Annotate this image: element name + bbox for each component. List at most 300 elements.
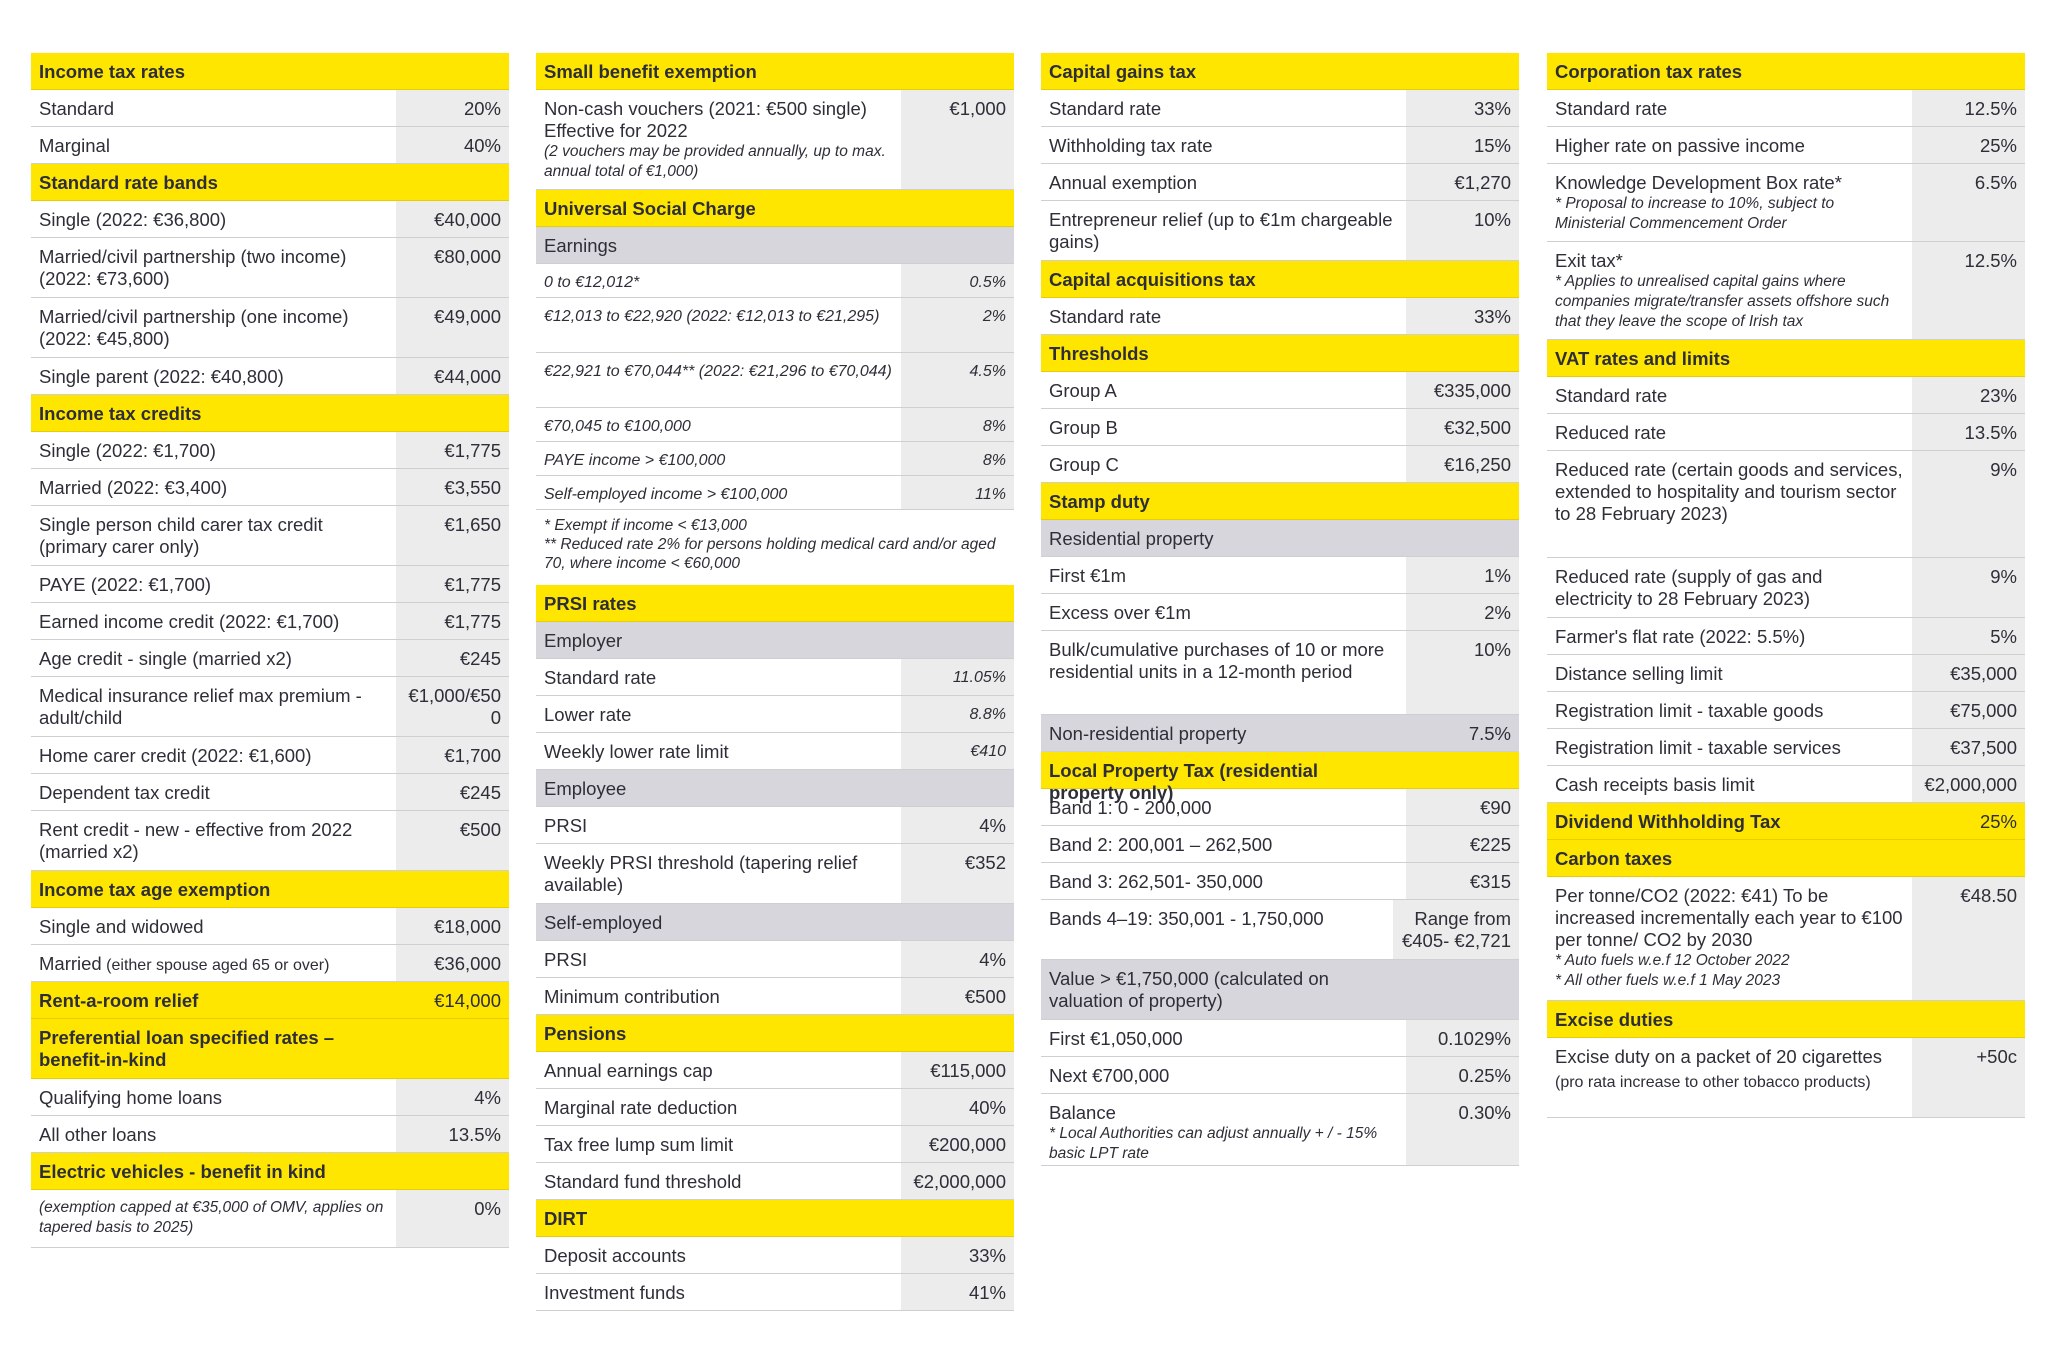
table-row (1547, 242, 2025, 340)
table-row (536, 1126, 1014, 1163)
table-row (31, 640, 509, 677)
row-label (31, 677, 396, 736)
row-value: 33% (1406, 298, 1519, 334)
table-row (1547, 451, 2025, 558)
row-label (31, 737, 396, 773)
table-row (31, 298, 509, 358)
label-text: Group A (1049, 380, 1117, 401)
row-label (536, 770, 901, 806)
label-text: Marginal (39, 135, 110, 156)
row-value: €1,000 (901, 90, 1014, 189)
table-row (31, 469, 509, 506)
table-row (536, 298, 1014, 353)
table-row (536, 1089, 1014, 1126)
label-text: Standard rate (1555, 385, 1668, 406)
subsection-header (536, 622, 1014, 659)
label-text: Excise duty on a packet of 20 cigarettes (1555, 1046, 1883, 1067)
row-value: €2,000,000 (901, 1163, 1014, 1199)
table-row (536, 476, 1014, 510)
table-row (536, 1237, 1014, 1274)
row-label (536, 659, 901, 695)
label-text: Reduced rate (supply of gas and electricity to 28 February 2023) (1555, 566, 1823, 609)
row-label (1547, 655, 1912, 691)
table-row (31, 358, 509, 395)
label-text: Married/civil partnership (two income) (2022: €73,600) (39, 246, 347, 289)
row-value: €1,775 (396, 566, 509, 602)
label-text: Farmer's flat rate (2022: 5.5%) (1555, 626, 1806, 647)
table-row (31, 238, 509, 298)
row-value: €2,000,000 (1912, 766, 2025, 802)
label-text: Married (39, 953, 102, 974)
row-label (1041, 863, 1406, 899)
label-text: Single (2022: €1,700) (39, 440, 216, 461)
row-note: (2 vouchers may be provided annually, up to max. annual total of €1,000) (544, 143, 886, 180)
label-text: Small benefit exemption (544, 61, 757, 82)
row-value: 0.25% (1406, 1057, 1519, 1093)
row-label (1547, 1038, 1912, 1117)
row-value: €115,000 (901, 1052, 1014, 1088)
row-value (1406, 520, 1519, 556)
label-text: Excise duties (1555, 1009, 1674, 1030)
row-label (536, 978, 901, 1014)
section-header (1041, 261, 1519, 298)
section-header (1547, 840, 2025, 877)
label-text: Rent-a-room relief (39, 990, 199, 1011)
row-value: 25% (1912, 127, 2025, 163)
row-value: 4% (396, 1079, 509, 1115)
label-text: Employee (544, 778, 627, 799)
row-value: €90 (1406, 789, 1519, 825)
row-value: 10% (1406, 201, 1519, 260)
row-label (1041, 127, 1406, 163)
row-value: 25% (1979, 811, 2017, 832)
table-row (1041, 446, 1519, 483)
row-label (31, 469, 396, 505)
row-label (536, 264, 901, 297)
label-text: PRSI (544, 815, 588, 836)
label-text: Standard rate (1555, 98, 1668, 119)
row-label (31, 1079, 396, 1115)
label-text: Reduced rate (certain goods and services, extended to hospitality and tourism sector to 28 February 2023) (1555, 459, 1903, 524)
row-value: 20% (396, 90, 509, 126)
row-value: €48.50 (1912, 877, 2025, 1000)
row-label (1041, 752, 1406, 803)
table-row (1041, 789, 1519, 826)
table-row (1041, 90, 1519, 127)
row-label (536, 408, 901, 441)
label-text: Carbon taxes (1555, 848, 1673, 869)
row-label (536, 904, 901, 940)
row-value (901, 770, 1014, 806)
row-label (1547, 803, 1912, 839)
row-value: 9% (1912, 558, 2025, 617)
row-value (396, 164, 509, 200)
label-text: Corporation tax rates (1555, 61, 1743, 82)
row-label (536, 733, 901, 769)
row-label (536, 585, 901, 621)
row-label (1547, 127, 1912, 163)
table-row (1041, 164, 1519, 201)
label-text: Per tonne/CO2 (2022: €41) To be increased incrementally each year to €100 per tonne/ CO2 by 2030 (1555, 885, 1903, 950)
row-label (536, 1089, 901, 1125)
label-text: Employer (544, 630, 623, 651)
row-label (31, 164, 396, 200)
row-value: €3,550 (396, 469, 509, 505)
row-value: €500 (396, 811, 509, 870)
footnote-text (536, 510, 1014, 585)
label-text: Residential property (1049, 528, 1214, 549)
table-row (1041, 1057, 1519, 1094)
label-text: Deposit accounts (544, 1245, 686, 1266)
label-text: Marginal rate deduction (544, 1097, 738, 1118)
row-value: €1,775 (396, 603, 509, 639)
row-value (901, 227, 1014, 263)
row-label (31, 945, 396, 981)
row-label (1041, 900, 1393, 959)
row-value (1406, 53, 1519, 89)
label-text: PAYE (2022: €1,700) (39, 574, 212, 595)
row-value: €1,700 (396, 737, 509, 773)
label-text: Annual earnings cap (544, 1060, 713, 1081)
table-row (536, 1052, 1014, 1089)
row-value: €16,250 (1406, 446, 1519, 482)
row-value: €75,000 (1912, 692, 2025, 728)
row-label (1547, 558, 1912, 617)
row-label (1547, 414, 1912, 450)
row-note: * Applies to unrealised capital gains where companies migrate/transfer assets offshore such that they leave the scope of Irish tax (1555, 273, 1890, 330)
label-text: Single and widowed (39, 916, 204, 937)
row-value: €1,650 (396, 506, 509, 565)
row-label (1547, 377, 1912, 413)
row-label (536, 53, 901, 89)
section-header (536, 1015, 1014, 1052)
label-text: €70,045 to €100,000 (544, 418, 691, 435)
row-value (901, 585, 1014, 621)
row-note: * Local Authorities can adjust annually + / - 15% basic LPT rate (1049, 1125, 1378, 1162)
row-value: 0% (396, 1190, 509, 1247)
row-label (536, 298, 901, 352)
label-text: Weekly lower rate limit (544, 741, 729, 762)
label-text: Standard (39, 98, 115, 119)
table-row (31, 774, 509, 811)
label-text: Exit tax* (1555, 250, 1623, 271)
label-text: Standard rate (544, 667, 657, 688)
row-value (396, 1019, 509, 1078)
row-label (31, 506, 396, 565)
table-row (31, 908, 509, 945)
section-header (1547, 340, 2025, 377)
row-label (536, 442, 901, 475)
row-value: +50c (1912, 1038, 2025, 1117)
table-row (1041, 594, 1519, 631)
label-text: DIRT (544, 1208, 588, 1229)
label-text: Tax free lump sum limit (544, 1134, 734, 1155)
label-text: Single (2022: €36,800) (39, 209, 227, 230)
label-text: Preferential loan specified rates – benefit-in-kind (39, 1027, 335, 1070)
label-text: Group C (1049, 454, 1119, 475)
row-value (1912, 1001, 2025, 1037)
table-row (1041, 372, 1519, 409)
label-text: Band 3: 262,501- 350,000 (1049, 871, 1263, 892)
label-text: Standard rate bands (39, 172, 218, 193)
row-label (1041, 90, 1406, 126)
table-row (1041, 1020, 1519, 1057)
row-value: €37,500 (1912, 729, 2025, 765)
row-value (1406, 335, 1519, 371)
row-label (1547, 340, 1912, 376)
column-1 (31, 53, 509, 1248)
label-text: Capital gains tax (1049, 61, 1197, 82)
section-header (536, 585, 1014, 622)
label-text: Next €700,000 (1049, 1065, 1170, 1086)
row-label (1547, 90, 1912, 126)
row-value (1406, 261, 1519, 297)
label-text: Weekly PRSI threshold (tapering relief available) (544, 852, 858, 895)
row-label (536, 190, 901, 226)
subsection-header (536, 227, 1014, 264)
row-label (1041, 960, 1406, 1019)
row-value: €32,500 (1406, 409, 1519, 445)
table-row (1041, 201, 1519, 261)
row-label (31, 603, 396, 639)
table-row (31, 1079, 509, 1116)
table-row (31, 201, 509, 238)
table-row (536, 1274, 1014, 1311)
row-label (31, 1190, 396, 1247)
table-row (31, 945, 509, 982)
table-row (31, 737, 509, 774)
table-row (536, 941, 1014, 978)
table-row (1547, 729, 2025, 766)
label-qualifier: (pro rata increase to other tobacco products) (1555, 1074, 1871, 1091)
row-value: 8.8% (901, 696, 1014, 732)
row-label (1041, 520, 1406, 556)
row-label (1041, 164, 1406, 200)
row-label (536, 1274, 901, 1310)
label-text: Rent credit - new - effective from 2022 (married x2) (39, 819, 353, 862)
label-text: Balance (1049, 1102, 1116, 1123)
label-text: Annual exemption (1049, 172, 1198, 193)
row-label (536, 622, 901, 658)
label-text: VAT rates and limits (1555, 348, 1731, 369)
label-text: Excess over €1m (1049, 602, 1191, 623)
label-text: Stamp duty (1049, 491, 1150, 512)
table-row (31, 1116, 509, 1153)
row-label (1041, 631, 1406, 714)
row-value: 0.5% (901, 264, 1014, 297)
label-text: Minimum contribution (544, 986, 720, 1007)
label-text: First €1,050,000 (1049, 1028, 1183, 1049)
row-label (31, 298, 396, 357)
row-label (31, 774, 396, 810)
label-text: PRSI rates (544, 593, 637, 614)
row-value: 5% (1912, 618, 2025, 654)
section-header (1547, 1001, 2025, 1038)
label-text: Registration limit - taxable goods (1555, 700, 1824, 721)
subsection-header (536, 770, 1014, 807)
row-label (1041, 446, 1406, 482)
label-text: Bands 4–19: 350,001 - 1,750,000 (1049, 908, 1324, 929)
table-row (31, 432, 509, 469)
row-value: 11% (901, 476, 1014, 509)
row-value (396, 395, 509, 431)
label-text: Bulk/cumulative purchases of 10 or more residential units in a 12-month period (1049, 639, 1385, 682)
label-text: Qualifying home loans (39, 1087, 223, 1108)
table-row (536, 696, 1014, 733)
table-row (536, 733, 1014, 770)
row-value: €245 (396, 640, 509, 676)
table-row (1547, 414, 2025, 451)
label-text: Investment funds (544, 1282, 685, 1303)
section-header (1041, 335, 1519, 372)
label-text: PRSI (544, 949, 588, 970)
row-value: 12.5% (1912, 242, 2025, 339)
table-row (1547, 377, 2025, 414)
row-label (1547, 766, 1912, 802)
row-value (901, 190, 1014, 226)
row-value (901, 622, 1014, 658)
table-row (1041, 900, 1519, 960)
label-text: First €1m (1049, 565, 1127, 586)
label-text: Single person child carer tax credit (primary carer only) (39, 514, 323, 557)
row-label (31, 395, 396, 431)
row-label (31, 127, 396, 163)
row-value (1912, 53, 2025, 89)
row-label (1041, 483, 1406, 519)
table-row (1041, 826, 1519, 863)
label-text: Reduced rate (1555, 422, 1667, 443)
label-text: Non-cash vouchers (2021: €500 single) Effective for 2022 (544, 98, 867, 141)
table-row (1547, 90, 2025, 127)
table-row (1041, 298, 1519, 335)
label-text: Standard rate (1049, 98, 1162, 119)
row-value: 40% (396, 127, 509, 163)
label-text: Capital acquisitions tax (1049, 269, 1256, 290)
row-value: €40,000 (396, 201, 509, 237)
label-text: Distance selling limit (1555, 663, 1723, 684)
table-row (1041, 1094, 1519, 1166)
table-row (536, 844, 1014, 904)
row-label (31, 1116, 396, 1152)
row-label (536, 1015, 901, 1051)
label-text: Band 2: 200,001 – 262,500 (1049, 834, 1273, 855)
row-note: (exemption capped at €35,000 of OMV, applies on tapered basis to 2025) (39, 1199, 384, 1236)
label-text: Group B (1049, 417, 1118, 438)
row-value: €80,000 (396, 238, 509, 297)
label-text: Band 1: 0 - 200,000 (1049, 797, 1212, 818)
table-row (536, 442, 1014, 476)
section-header (1041, 53, 1519, 90)
row-value: €14,000 (434, 990, 501, 1011)
row-value: 0.30% (1406, 1094, 1519, 1165)
section-header (1547, 803, 2025, 840)
row-value: 8% (901, 442, 1014, 475)
label-text: Standard rate (1049, 306, 1162, 327)
row-label (1547, 53, 1912, 89)
row-value (901, 1200, 1014, 1236)
row-value: €500 (901, 978, 1014, 1014)
row-value: €44,000 (396, 358, 509, 394)
label-text: Medical insurance relief max premium - adult/child (39, 685, 362, 728)
label-text: Knowledge Development Box rate* (1555, 172, 1842, 193)
table-row (536, 90, 1014, 190)
row-value: 7.5% (1468, 723, 1511, 744)
label-text: Higher rate on passive income (1555, 135, 1805, 156)
row-value: 40% (901, 1089, 1014, 1125)
row-label (536, 941, 901, 977)
row-label (31, 1153, 396, 1189)
row-label (536, 90, 901, 189)
footnote (536, 510, 1014, 585)
row-value (1912, 840, 2025, 876)
row-label (1041, 372, 1406, 408)
row-value (396, 871, 509, 907)
label-text: Registration limit - taxable services (1555, 737, 1841, 758)
label-text: Dependent tax credit (39, 782, 210, 803)
row-label (31, 871, 396, 907)
row-value: 11.05% (901, 659, 1014, 695)
label-text: Age credit - single (married x2) (39, 648, 292, 669)
table-row (1547, 1038, 2025, 1118)
table-row (1547, 692, 2025, 729)
row-value: 12.5% (1912, 90, 2025, 126)
section-header (1041, 483, 1519, 520)
label-text: Income tax age exemption (39, 879, 271, 900)
row-label (1041, 53, 1406, 89)
label-text: All other loans (39, 1124, 157, 1145)
row-value (1406, 483, 1519, 519)
row-value (396, 1153, 509, 1189)
section-header (31, 1153, 509, 1190)
row-label (1041, 826, 1406, 862)
section-header (31, 395, 509, 432)
subsection-header (1041, 715, 1519, 752)
row-label (1041, 715, 1406, 751)
column-3 (1041, 53, 1519, 1166)
row-value: 13.5% (396, 1116, 509, 1152)
row-label (1547, 1001, 1912, 1037)
row-label (536, 476, 901, 509)
table-row (1041, 127, 1519, 164)
row-label (1547, 164, 1912, 241)
row-value (1912, 340, 2025, 376)
subsection-header (1041, 520, 1519, 557)
column-2 (536, 53, 1014, 1311)
row-label (536, 1126, 901, 1162)
table-row (31, 811, 509, 871)
row-note: * Proposal to increase to 10%, subject to Ministerial Commencement Order (1555, 195, 1835, 232)
row-label (536, 1163, 901, 1199)
row-value: 13.5% (1912, 414, 2025, 450)
row-value: €315 (1406, 863, 1519, 899)
row-label (536, 227, 901, 263)
table-row (536, 408, 1014, 442)
label-text: Married (2022: €3,400) (39, 477, 228, 498)
row-value (901, 1015, 1014, 1051)
section-header (536, 190, 1014, 227)
label-text: Self-employed (544, 912, 663, 933)
row-label (31, 358, 396, 394)
table-row (536, 353, 1014, 408)
row-label (1041, 594, 1406, 630)
label-text: Cash receipts basis limit (1555, 774, 1755, 795)
table-row (31, 90, 509, 127)
label-text: Lower rate (544, 704, 632, 725)
row-value (1406, 960, 1519, 1019)
row-label (31, 566, 396, 602)
row-value: €49,000 (396, 298, 509, 357)
row-label (1547, 729, 1912, 765)
